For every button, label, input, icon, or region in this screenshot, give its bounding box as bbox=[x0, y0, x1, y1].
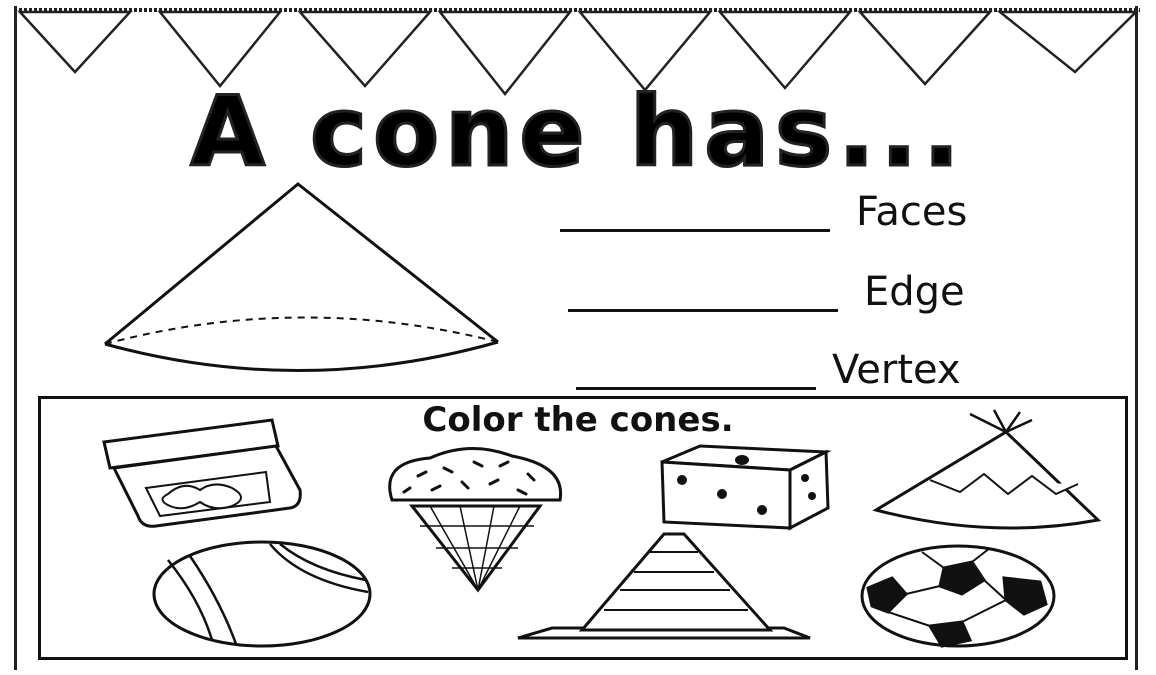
answer-row-faces bbox=[560, 189, 968, 235]
coloring-instruction: Color the cones. bbox=[422, 400, 734, 440]
cone-diagram bbox=[105, 184, 498, 371]
answer-blank-edge[interactable] bbox=[568, 309, 838, 312]
answer-label-faces: Faces bbox=[856, 189, 968, 235]
answer-label-vertex: Vertex bbox=[832, 347, 961, 393]
answer-blank-faces[interactable] bbox=[560, 229, 830, 232]
worksheet-title bbox=[0, 76, 1156, 188]
answer-blank-vertex[interactable] bbox=[576, 387, 816, 390]
answer-row-edge bbox=[568, 269, 965, 315]
answer-row-vertex bbox=[576, 347, 961, 393]
answer-label-edge: Edge bbox=[864, 269, 965, 315]
worksheet-title-text: A cone has... bbox=[190, 76, 966, 188]
